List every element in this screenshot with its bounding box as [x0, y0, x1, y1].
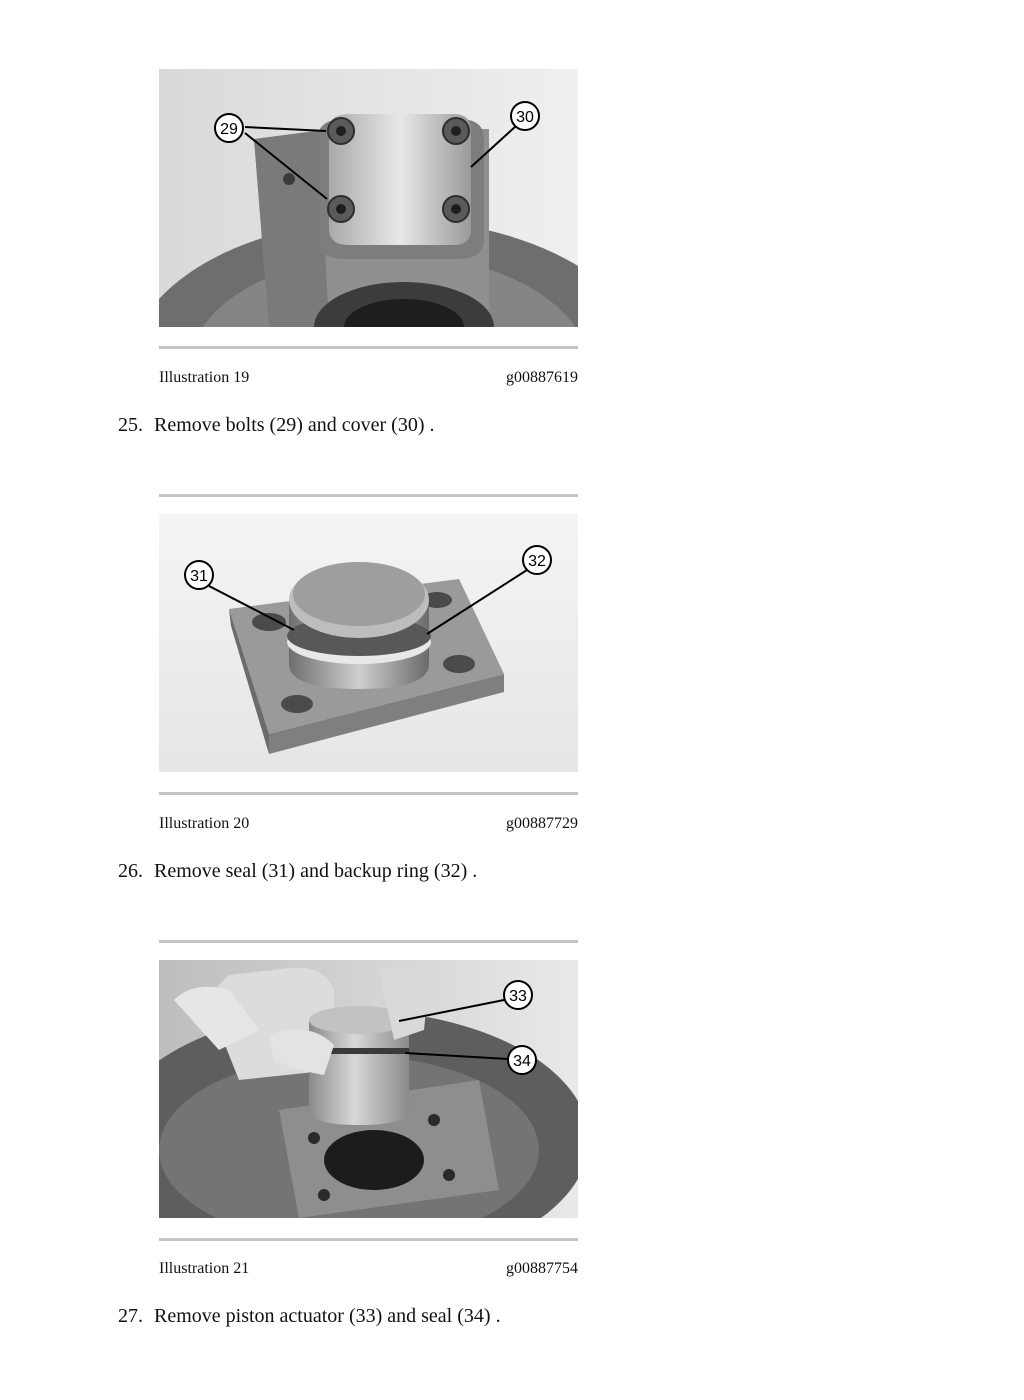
step-text: Remove bolts (29) and cover (30) .	[154, 414, 435, 436]
step-number: 26.	[118, 860, 143, 882]
figure-divider	[159, 940, 578, 943]
bolts-and-cover-photo	[159, 69, 578, 327]
seal-and-backup-ring-photo	[159, 514, 578, 772]
step-number: 27.	[118, 1305, 143, 1327]
svg-text:29: 29	[220, 121, 238, 138]
step-27	[118, 1304, 501, 1328]
svg-text:31: 31	[190, 568, 208, 585]
step-text: Remove seal (31) and backup ring (32) .	[154, 860, 478, 882]
svg-text:32: 32	[528, 553, 546, 570]
step-number: 25.	[118, 414, 143, 436]
illustration-number: Illustration 20	[159, 815, 250, 832]
svg-text:30: 30	[516, 109, 534, 126]
graphic-id: g00887729	[506, 815, 578, 832]
svg-text:34: 34	[513, 1053, 531, 1070]
caption-divider	[159, 346, 578, 349]
illustration-19-photo	[159, 69, 578, 327]
illustration-number: Illustration 19	[159, 369, 250, 386]
illustration-21-photo	[159, 960, 578, 1218]
step-text: Remove piston actuator (33) and seal (34) .	[154, 1305, 501, 1327]
svg-text:33: 33	[509, 988, 527, 1005]
step-26	[118, 859, 477, 883]
illustration-20-photo	[159, 514, 578, 772]
illustration-number: Illustration 21	[159, 1260, 250, 1277]
figure-divider	[159, 494, 578, 497]
graphic-id: g00887754	[506, 1260, 578, 1277]
caption-divider	[159, 792, 578, 795]
graphic-id: g00887619	[506, 369, 578, 386]
piston-actuator-photo	[159, 960, 578, 1218]
step-25	[118, 413, 434, 437]
caption-divider	[159, 1238, 578, 1241]
